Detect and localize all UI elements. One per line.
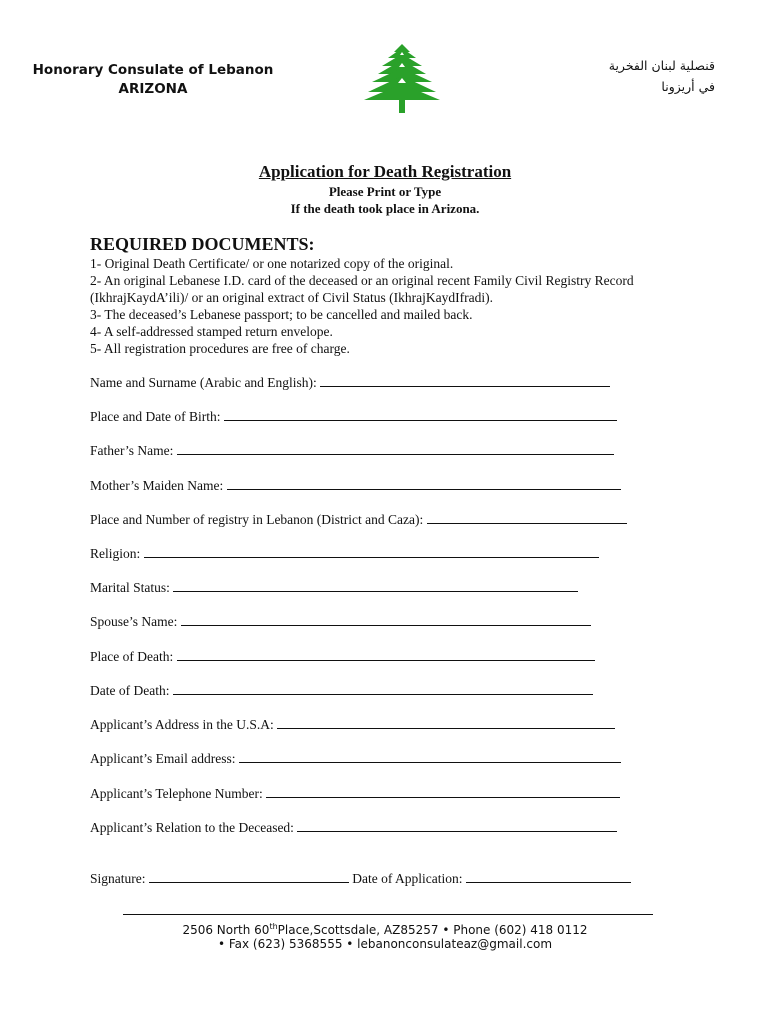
footer-address-post: Place,Scottsdale, AZ85257 • Phone (602) 418 0112 [277,923,588,937]
footer-address-sup: th [269,922,278,931]
consulate-arabic-line1: قنصلية لبنان الفخرية [608,58,715,73]
required-item: 3- The deceased’s Lebanese passport; to be cancelled and mailed back. [90,307,473,322]
field-marital-status [90,579,578,596]
field-name-surname [90,374,610,391]
name-surname-input[interactable] [320,374,610,387]
place-of-death-input[interactable] [177,648,595,661]
signature-label: Signature: [90,871,146,886]
field-spouse [90,613,591,630]
mother-maiden-name-input[interactable] [227,477,621,490]
applicant-relation-input[interactable] [297,819,617,832]
cedar-tree-icon [364,42,440,114]
field-label: Place and Date of Birth: [90,409,221,424]
field-birth [90,408,617,425]
spouse-name-input[interactable] [181,613,591,626]
religion-input[interactable] [144,545,599,558]
subtitle-arizona: If the death took place in Arizona. [290,201,480,216]
field-applicant-address [90,716,615,733]
field-label: Place and Number of registry in Lebanon (District and Caza): [90,512,424,527]
required-documents-heading: REQUIRED DOCUMENTS: [90,234,315,254]
field-applicant-relation [90,819,617,836]
date-of-application-input[interactable] [466,870,631,883]
marital-status-input[interactable] [173,579,578,592]
field-label: Marital Status: [90,580,170,595]
required-item: 2- An original Lebanese I.D. card of the deceased or an original recent Family Civil Registry Record [90,273,634,288]
date-of-death-input[interactable] [173,682,593,695]
applicant-email-input[interactable] [239,750,621,763]
subtitle-print: Please Print or Type [328,184,442,199]
field-label: Date of Death: [90,683,170,698]
required-documents-list [90,255,690,357]
document-title: Application for Death Registration [258,162,512,181]
field-label: Applicant’s Address in the U.S.A: [90,717,274,732]
field-label: Applicant’s Relation to the Deceased: [90,820,294,835]
footer-contact: • Fax (623) 5368555 • lebanonconsulateaz@gmail.com [217,937,553,951]
father-name-input[interactable] [177,442,614,455]
field-label: Place of Death: [90,649,174,664]
field-label: Applicant’s Email address: [90,751,236,766]
field-mother [90,477,621,494]
field-label: Name and Surname (Arabic and English): [90,375,317,390]
required-item: 5- All registration procedures are free of charge. [90,341,350,356]
applicant-phone-input[interactable] [266,785,620,798]
consulate-name-english [28,61,278,99]
field-label: Mother’s Maiden Name: [90,478,224,493]
field-label: Religion: [90,546,141,561]
required-item: 1- Original Death Certificate/ or one notarized copy of the original. [90,256,454,271]
consulate-name-line2: ARIZONA [118,81,188,97]
consulate-name-arabic [560,55,715,97]
signature-row [90,870,631,887]
field-place-of-death [90,648,595,665]
field-applicant-email [90,750,621,767]
signature-input[interactable] [149,870,349,883]
field-label: Spouse’s Name: [90,614,178,629]
footer-divider [123,914,653,915]
field-label: Applicant’s Telephone Number: [90,786,263,801]
registry-input[interactable] [427,511,627,524]
required-item: 4- A self-addressed stamped return envelope. [90,324,333,339]
consulate-arabic-line2: في أريزونا [661,79,715,94]
field-registry [90,511,627,528]
applicant-address-input[interactable] [277,716,615,729]
birth-place-date-input[interactable] [224,408,617,421]
consulate-name-line1: Honorary Consulate of Lebanon [32,62,274,78]
field-label: Father’s Name: [90,443,174,458]
footer-address-pre: 2506 North 60 [182,923,270,937]
field-applicant-phone [90,785,620,802]
date-of-application-label: Date of Application: [352,871,463,886]
required-item: (IkhrajKaydA’ili)/ or an original extract of Civil Status (IkhrajKaydIfradi). [90,290,493,305]
field-date-of-death [90,682,593,699]
field-religion [90,545,599,562]
field-father [90,442,614,459]
